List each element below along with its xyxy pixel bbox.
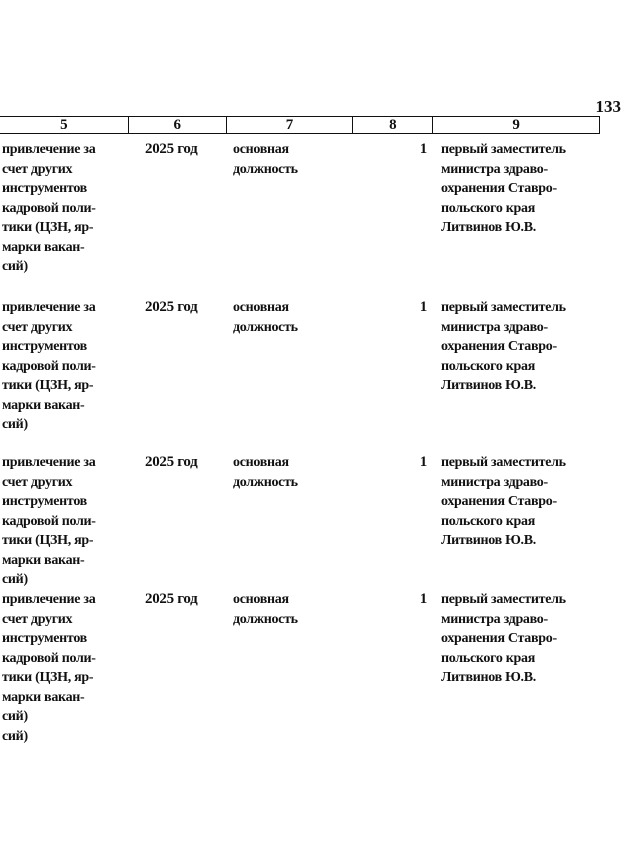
measure-line: тики (ЦЗН, яр-: [2, 378, 94, 393]
measure-line: инструментов: [2, 339, 87, 354]
header-col-7: 7: [226, 117, 353, 133]
count: 1: [419, 141, 427, 157]
measure-line: инструментов: [2, 181, 87, 196]
responsible-line: министра здраво-: [441, 161, 548, 177]
measure-line: кадровой поли-: [2, 650, 96, 666]
measure-line: марки вакан-: [2, 397, 85, 413]
responsible-person: [441, 140, 606, 238]
deadline: 2025 год: [145, 141, 198, 157]
responsible-line: Литвинов Ю.В.: [441, 378, 536, 393]
measure-line: кадровой поли-: [2, 358, 96, 374]
measure-line: счет других: [2, 611, 73, 627]
responsible-line: первый заместитель: [441, 455, 566, 470]
position-line: должность: [233, 474, 298, 490]
position-type: [233, 298, 348, 337]
measure-line: привлечение за: [2, 592, 96, 607]
measure-line: тики (ЦЗН, яр-: [2, 533, 94, 548]
responsible-person: [441, 453, 606, 551]
measure-line: привлечение за: [2, 455, 96, 470]
measure-line: марки вакан-: [2, 552, 85, 568]
measure-line: сий): [2, 259, 28, 274]
page-number: 133: [595, 97, 621, 116]
position-line: основная: [233, 300, 289, 315]
responsible-line: охранения Ставро-: [441, 181, 557, 196]
position-line: должность: [233, 319, 298, 335]
table-header-row: [0, 116, 600, 134]
measure-description: [2, 298, 126, 435]
responsible-line: охранения Ставро-: [441, 339, 557, 354]
measure-line: привлечение за: [2, 142, 96, 157]
measure-line: сий): [2, 572, 28, 587]
measure-line: инструментов: [2, 631, 87, 646]
header-col-6: 6: [128, 117, 226, 133]
responsible-line: польского края: [441, 200, 535, 216]
responsible-line: первый заместитель: [441, 592, 566, 607]
measure-line: тики (ЦЗН, яр-: [2, 220, 94, 235]
measure-line: счет других: [2, 319, 73, 335]
responsible-line: министра здраво-: [441, 611, 548, 627]
measure-line: счет других: [2, 474, 73, 490]
header-col-9: 9: [432, 117, 599, 133]
position-line: основная: [233, 455, 289, 470]
responsible-line: охранения Ставро-: [441, 494, 557, 509]
responsible-person: [441, 298, 606, 396]
measure-line: сий): [2, 417, 28, 432]
responsible-line: министра здраво-: [441, 474, 548, 490]
responsible-line: охранения Ставро-: [441, 631, 557, 646]
position-type: [233, 140, 348, 179]
responsible-line: Литвинов Ю.В.: [441, 220, 536, 235]
responsible-line: польского края: [441, 513, 535, 529]
table: [0, 116, 600, 134]
measure-description: [2, 453, 126, 590]
measure-line: кадровой поли-: [2, 513, 96, 529]
measure-line: сий): [2, 728, 28, 744]
measure-line: марки вакан-: [2, 689, 85, 705]
deadline: 2025 год: [145, 299, 198, 315]
responsible-line: Литвинов Ю.В.: [441, 670, 536, 685]
measure-line: кадровой поли-: [2, 200, 96, 216]
responsible-line: первый заместитель: [441, 142, 566, 157]
responsible-line: польского края: [441, 650, 535, 666]
deadline: 2025 год: [145, 591, 198, 607]
responsible-line: первый заместитель: [441, 300, 566, 315]
count: 1: [419, 454, 427, 470]
header-col-8: 8: [352, 117, 432, 133]
position-type: [233, 453, 348, 492]
position-type: [233, 590, 348, 629]
header-col-5: 5: [60, 117, 68, 133]
position-line: основная: [233, 592, 289, 607]
deadline: 2025 год: [145, 454, 198, 470]
measure-line: сий): [2, 709, 28, 724]
responsible-line: Литвинов Ю.В.: [441, 533, 536, 548]
measure-description: [2, 590, 126, 746]
position-line: должность: [233, 611, 298, 627]
measure-line: инструментов: [2, 494, 87, 509]
measure-description: [2, 140, 126, 277]
measure-line: привлечение за: [2, 300, 96, 315]
count: 1: [419, 591, 427, 607]
measure-line: счет других: [2, 161, 73, 177]
responsible-line: польского края: [441, 358, 535, 374]
position-line: основная: [233, 142, 289, 157]
responsible-person: [441, 590, 606, 688]
responsible-line: министра здраво-: [441, 319, 548, 335]
measure-line: тики (ЦЗН, яр-: [2, 670, 94, 685]
position-line: должность: [233, 161, 298, 177]
count: 1: [419, 299, 427, 315]
measure-line: марки вакан-: [2, 239, 85, 255]
